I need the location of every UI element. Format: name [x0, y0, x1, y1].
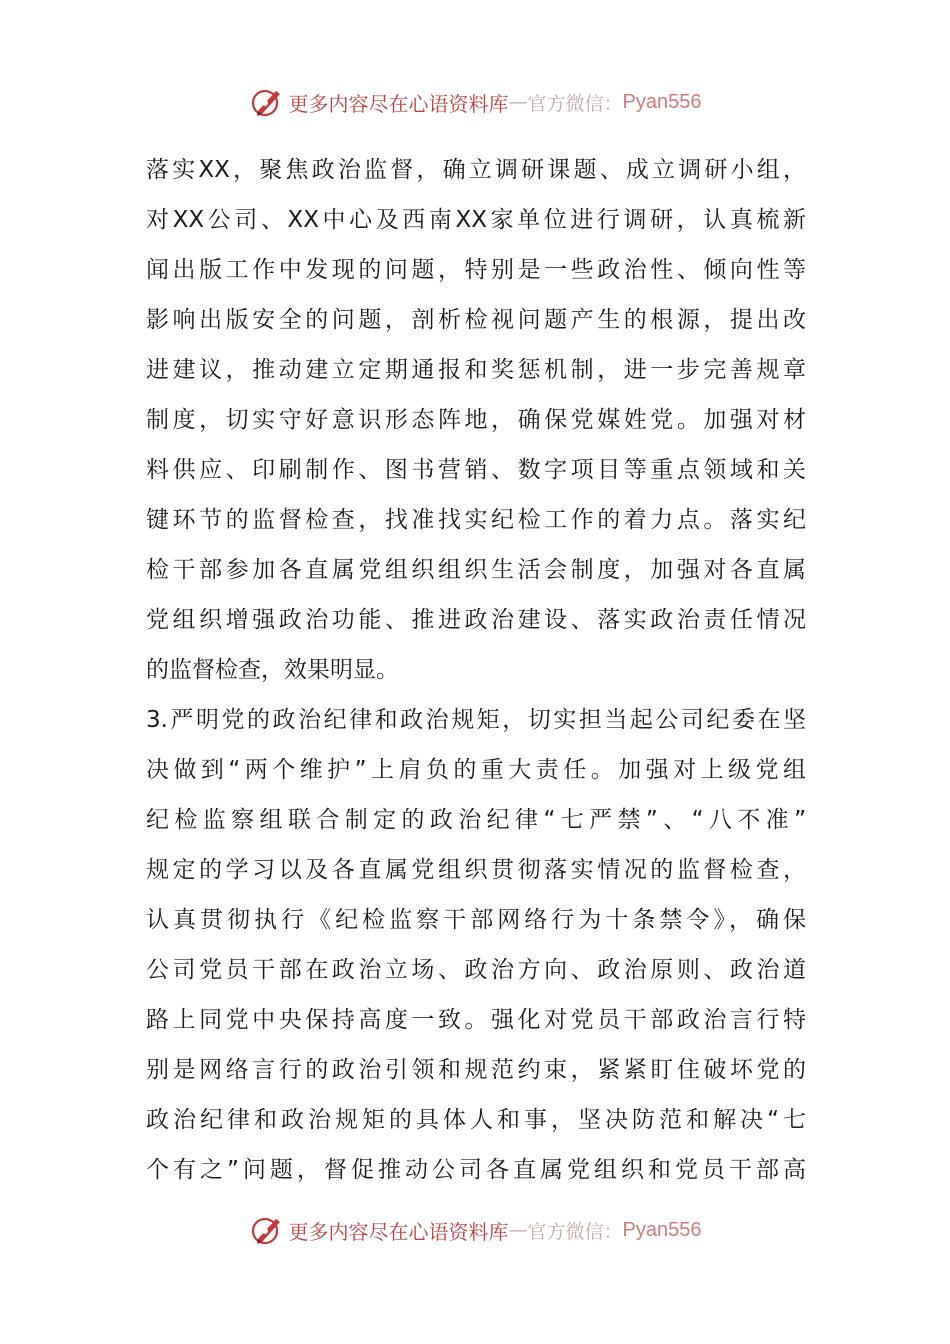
text-line: 键环节的监督检查，找准找实纪检工作的着力点。落实纪	[146, 507, 806, 533]
text-line: 公司党员干部在政治立场、政治方向、政治原则、政治道	[146, 957, 806, 983]
text-line: 政治纪律和政治规矩的具体人和事，坚决防范和解决“七	[146, 1107, 806, 1133]
text-line: 料供应、印刷制作、图书营销、数字项目等重点领域和关	[146, 457, 806, 483]
banner-dash: —	[508, 1219, 528, 1241]
banner-dash: —	[508, 91, 528, 113]
banner-wechat-id: Pyan556	[622, 90, 702, 113]
text-line: 闻出版工作中发现的问题，特别是一些政治性、倾向性等	[146, 257, 806, 283]
pen-logo-icon	[249, 1212, 285, 1248]
text-line: 检干部参加各直属党组织组织生活会制度，加强对各直属	[146, 557, 806, 583]
text-line: 认真贯彻执行《纪检监察干部网络行为十条禁令》，确保	[146, 907, 806, 933]
text-line: 路上同党中央保持高度一致。强化对党员干部政治言行特	[146, 1007, 806, 1033]
pen-logo-icon	[249, 84, 285, 120]
text-line: 的监督检查，效果明显。	[146, 657, 399, 683]
text-line: 进建议，推动建立定期通报和奖惩机制，进一步完善规章	[146, 357, 806, 383]
banner-text: 更多内容尽在心语资料库	[288, 1219, 509, 1244]
banner-wechat-label: 官方微信：	[527, 92, 623, 115]
text-line: 影响出版安全的问题，剖析检视问题产生的根源，提出改	[146, 307, 806, 333]
text-line: 纪检监察组联合制定的政治纪律“七严禁”、“八不准”	[146, 807, 806, 833]
text-line: 党组织增强政治功能、推进政治建设、落实政治责任情况	[146, 607, 806, 633]
text-line: 个有之”问题，督促推动公司各直属党组织和党员干部高	[146, 1157, 806, 1183]
body-text	[146, 145, 806, 1195]
banner-text: 更多内容尽在心语资料库	[288, 91, 509, 116]
text-line: 落实XX，聚焦政治监督，确立调研课题、成立调研小组，	[146, 157, 806, 183]
text-line: 制度，切实守好意识形态阵地，确保党媒姓党。加强对材	[146, 407, 806, 433]
banner-wechat-id: Pyan556	[622, 1218, 702, 1241]
text-line: 对XX公司、XX中心及西南XX家单位进行调研，认真梳新	[146, 207, 806, 233]
text-line: 规定的学习以及各直属党组织贯彻落实情况的监督检查，	[146, 857, 806, 883]
footer-banner	[0, 1208, 950, 1252]
text-line: 决做到“两个维护”上肩负的重大责任。加强对上级党组	[146, 757, 806, 783]
banner-wechat-label: 官方微信：	[527, 1220, 623, 1243]
text-line: 3.严明党的政治纪律和政治规矩，切实担当起公司纪委在坚	[146, 707, 806, 733]
header-banner	[0, 80, 950, 124]
text-line: 别是网络言行的政治引领和规范约束，紧紧盯住破坏党的	[146, 1057, 806, 1083]
